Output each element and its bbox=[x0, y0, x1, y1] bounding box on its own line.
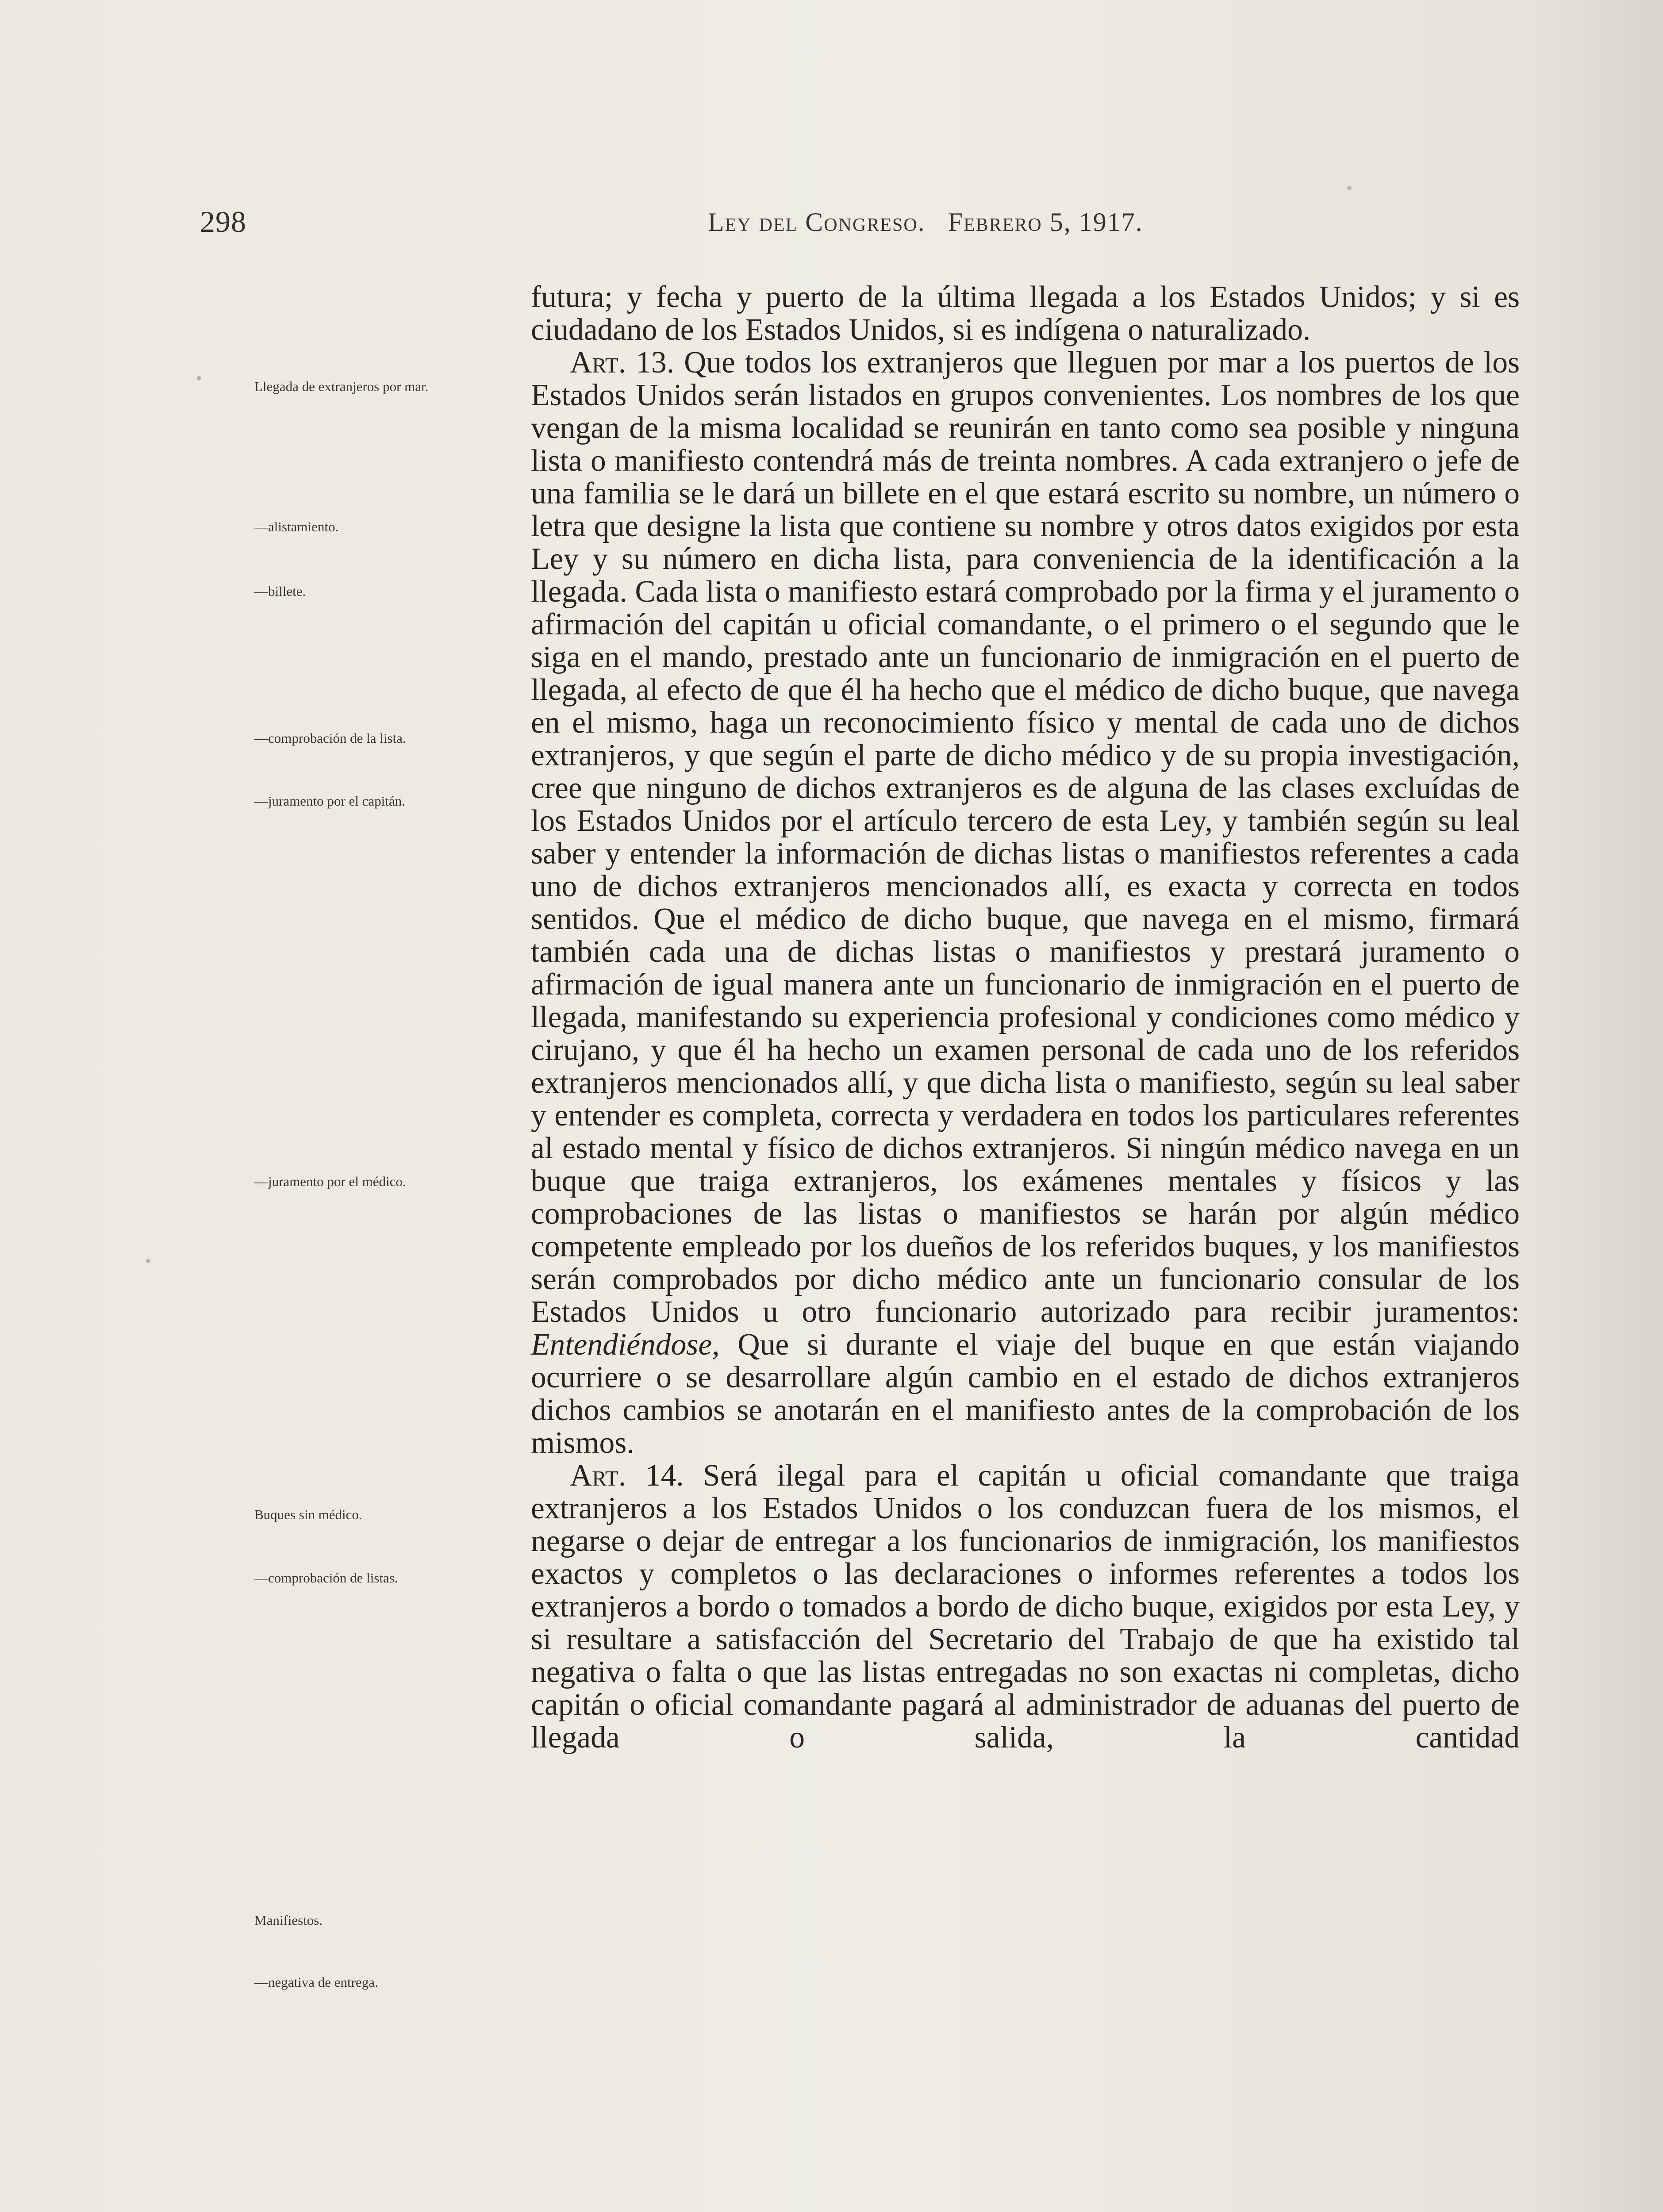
margin-note-captain-oath: —juramento por el capitán. bbox=[254, 793, 405, 809]
article-14-label: Art. 14. bbox=[570, 1459, 684, 1493]
article-13-proviso-text: Que si durante el viaje del buque en que están viajando ocurriere o se desarrollare algún cambio en el estado de dichos extranjeros dichos cambios se anotarán en el manifiesto antes de la comprobación de los mismos. bbox=[531, 1328, 1520, 1460]
paragraph-continuation: futura; y fecha y puerto de la última llegada a los Estados Unidos; y si es ciudadano de los Estados Unidos, si es indígena o naturalizado. bbox=[531, 280, 1520, 347]
margin-note-doctor-oath: —juramento por el médico. bbox=[254, 1174, 406, 1189]
article-13-text: Que todos los extranjeros que lleguen por mar a los puertos de los Estados Unidos serán listados en grupos convenientes. Los nombres de los que vengan de la misma localidad se reunirán en tanto como sea posible y ninguna lista o manifiesto contendrá más de treinta nombres. A cada extranjero o jefe de una familia se le dará un billete en el que estará escrito su nombre, un número o letra que designe la lista que contiene su nombre y otros datos exigidos por esta Ley y su número en dicha lista, para conveniencia de la identificación a la llegada. Cada lista o manifiesto estará comprobado por la firma y el juramento o afirmación del capitán u oficial comandante, o el primero o el segundo que le siga en el mando, prestado ante un funcionario de inmigración en el puerto de llegada, al efecto de que él ha hecho que el médico de dicho buque, que navega en el mismo, haga un reconocimiento físico y mental de cada uno de dichos extranjeros, y que según el parte de dicho médico y de su propia investigación, cree que ninguno de dichos extranjeros es de alguna de las clases excluídas de los Estados Unidos por el artículo tercero de esta Ley, y también según su leal saber y entender la información de dichas listas o manifiestos referentes a cada uno de dichos extranjeros mencionados allí, es exacta y correcta en todos sentidos. Que el médico de dicho buque, que navega en el mismo, firmará también cada una de dichas listas o manifiestos y prestará juramento o afirmación de igual manera ante un funcionario de inmigración en el puerto de llegada, manifestando su experiencia profesional y condiciones como médico y cirujano, y que él ha hecho un examen personal de cada uno de los referidos extranjeros mencionados allí, y que dicha lista o manifiesto, según su leal saber y entender es completa, correcta y verdadera en todos los particulares referentes al estado mental y físico de dichos extranjeros. Si ningún médico navega en un buque que traiga extranjeros, los exámenes mentales y físicos y las comprobaciones de las listas o manifiestos se harán por algún médico competente empleado por los dueños de los referidos buques, y los manifiestos serán comprobados por dicho médico ante un funcionario consular de los Estados Unidos u otro funcionario autorizado para recibir juramentos: bbox=[531, 346, 1520, 1329]
margin-note-ships-without-doctor: Buques sin médico. bbox=[254, 1507, 362, 1522]
margin-notes bbox=[254, 0, 515, 2212]
print-speck bbox=[197, 376, 201, 380]
running-head bbox=[708, 207, 1371, 238]
margin-note-arrival: Llegada de extranjeros por mar. bbox=[254, 379, 429, 394]
margin-note-refusal: —negativa de entrega. bbox=[254, 1974, 378, 1990]
body-text bbox=[531, 281, 1520, 1754]
page-number: 298 bbox=[200, 205, 246, 238]
print-speck bbox=[146, 1259, 150, 1263]
margin-note-manifests: Manifiestos. bbox=[254, 1912, 323, 1928]
margin-note-ticket: —billete. bbox=[254, 584, 306, 599]
article-14-text: Será ilegal para el capitán u oficial comandante que traiga extranjeros a los Estados Unidos o los conduzcan fuera de los mismos, el negarse o dejar de entregar a los funcionarios de inmigración, los manifiestos exactos y completos o las declaraciones o informes referentes a todos los extranjeros a bordo o tomados a bordo de dicho buque, exigidos por esta Ley, y si resultare a satisfacción del Secretario del Trabajo de que ha existido tal negativa o falta o que las listas entregadas no son exactas ni completas, dicho capitán o oficial comandante pagará al administrador de aduanas del puerto de llegada o salida, la cantidad bbox=[531, 1459, 1520, 1755]
margin-note-listing: —alistamiento. bbox=[254, 519, 339, 534]
article-13-label: Art. 13. bbox=[570, 346, 675, 380]
print-speck bbox=[1347, 186, 1352, 190]
running-head-date: Febrero 5, 1917. bbox=[948, 207, 1143, 237]
margin-note-list-verification: —comprobación de la lista. bbox=[254, 730, 406, 746]
article-13-proviso-keyword: Entendiéndose, bbox=[531, 1328, 720, 1362]
article-13 bbox=[531, 346, 1520, 1459]
margin-note-lists-verification: —comprobación de listas. bbox=[254, 1570, 398, 1586]
article-14 bbox=[531, 1459, 1520, 1754]
running-head-title: Ley del Congreso. bbox=[708, 207, 926, 237]
